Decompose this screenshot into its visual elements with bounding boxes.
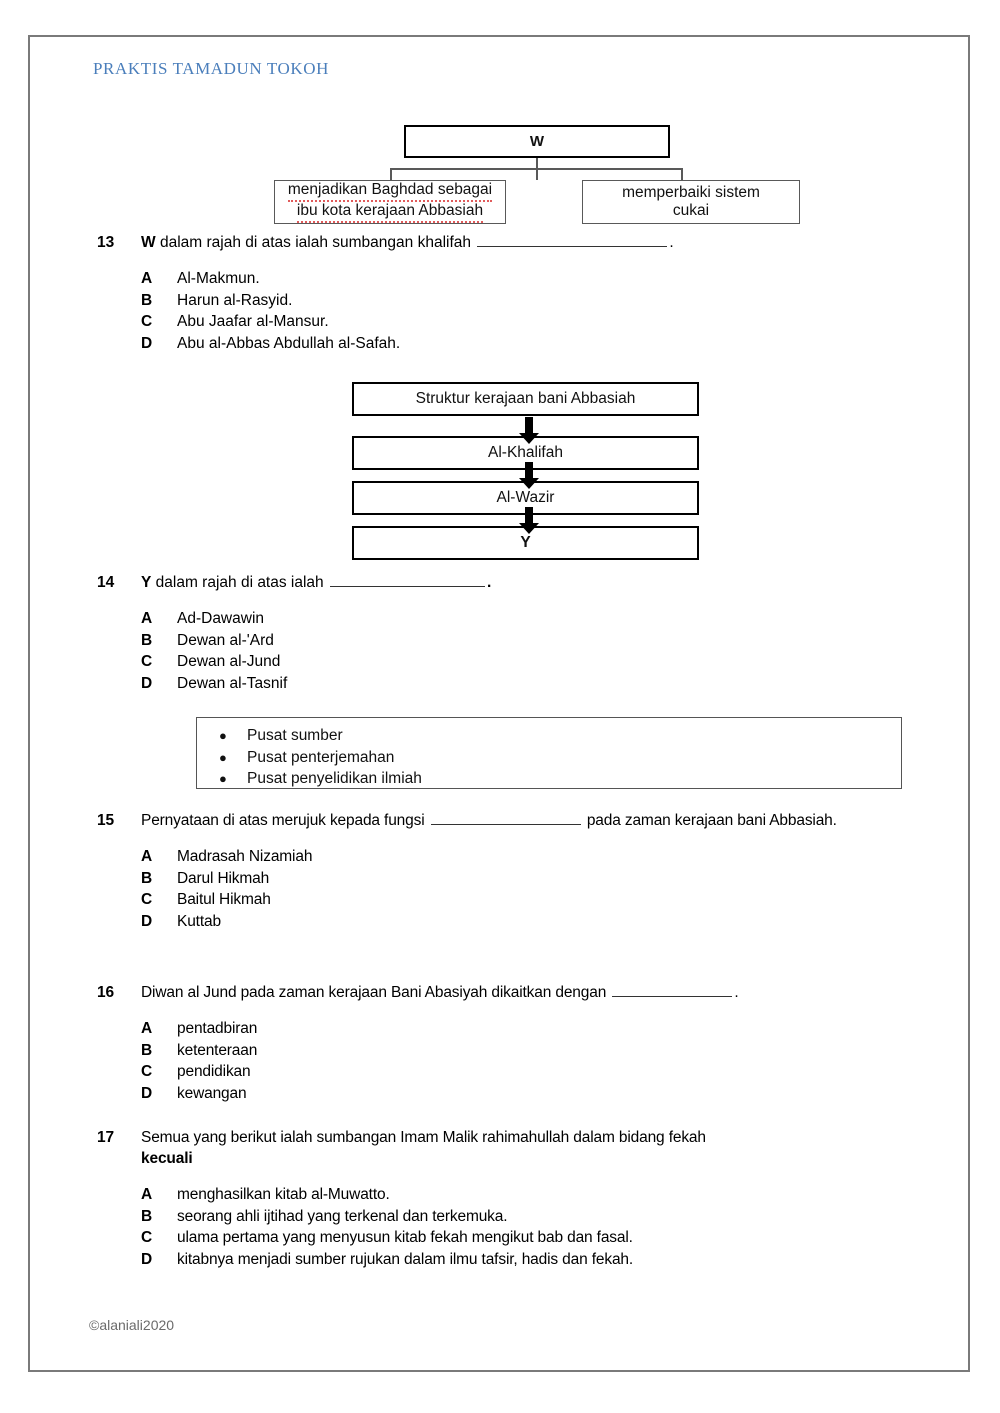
option-14-c-key: C	[141, 653, 153, 670]
option-15-a-key: A	[141, 848, 153, 865]
question-17-options	[141, 1184, 917, 1270]
stimulus-item-2: Pusat penterjemahan	[247, 748, 395, 766]
option-16-c[interactable]	[141, 1061, 917, 1083]
option-13-b-text: Harun al-Rasyid.	[177, 291, 293, 309]
bullet-icon: ●	[219, 728, 227, 743]
option-13-c[interactable]	[141, 311, 917, 333]
option-16-b[interactable]	[141, 1040, 917, 1062]
question-14-stem	[97, 572, 917, 593]
org-connector-bus	[390, 168, 682, 170]
question-15-answer-blank[interactable]	[431, 810, 581, 825]
option-13-c-key: C	[141, 313, 153, 330]
stimulus-list-box	[196, 717, 902, 789]
question-17-before: Semua yang berikut ialah sumbangan Imam Malik rahimahullah dalam bidang fekah	[141, 1129, 706, 1146]
org-chart-child-1-line1: menjadikan Baghdad sebagai	[288, 181, 492, 202]
option-16-d-text: kewangan	[177, 1084, 247, 1102]
option-14-d[interactable]	[141, 673, 917, 695]
flow-chart-title: Struktur kerajaan bani Abbasiah	[415, 389, 636, 407]
option-14-c-text: Dewan al-Jund	[177, 653, 281, 670]
question-15-after: pada zaman kerajaan bani Abbasiah.	[582, 812, 837, 829]
down-arrow-icon	[518, 417, 540, 445]
option-16-c-text: pendidikan	[177, 1063, 251, 1080]
org-chart-child-box-2	[582, 180, 800, 224]
question-13-lead: W	[141, 234, 156, 251]
org-chart-root-box	[404, 125, 670, 158]
option-16-a[interactable]	[141, 1018, 917, 1040]
worksheet-page	[28, 35, 970, 1372]
question-13-before: dalam rajah di atas ialah sumbangan khalifah	[155, 234, 476, 251]
down-arrow-icon	[518, 507, 540, 535]
question-16-before: Diwan al Jund pada zaman kerajaan Bani Abasiyah dikaitkan dengan	[141, 984, 611, 1001]
stimulus-item-1: Pusat sumber	[247, 727, 343, 744]
stimulus-item-3: Pusat penyelidikan ilmiah	[247, 770, 422, 787]
question-13-text	[141, 232, 917, 253]
option-15-b[interactable]	[141, 868, 917, 890]
question-13-stem	[97, 232, 917, 253]
option-16-d-key: D	[141, 1084, 153, 1102]
option-17-d-text: kitabnya menjadi sumber rujukan dalam ilmu tafsir, hadis dan fekah.	[177, 1250, 634, 1268]
option-17-a[interactable]	[141, 1184, 917, 1206]
option-17-b-key: B	[141, 1207, 153, 1225]
option-16-a-key: A	[141, 1020, 153, 1037]
option-16-b-key: B	[141, 1041, 153, 1059]
option-13-d-key: D	[141, 334, 153, 352]
option-17-b[interactable]	[141, 1206, 917, 1228]
question-16-stem	[97, 982, 917, 1003]
question-17-number: 17	[97, 1129, 114, 1146]
question-16-answer-blank[interactable]	[612, 982, 732, 997]
option-15-d-key: D	[141, 912, 153, 930]
question-13-options	[141, 268, 917, 354]
question-15-stem	[97, 810, 917, 831]
option-13-a[interactable]	[141, 268, 917, 290]
list-item	[219, 725, 901, 747]
option-17-b-text: seorang ahli ijtihad yang terkenal dan terkemuka.	[177, 1207, 508, 1225]
option-16-c-key: C	[141, 1063, 153, 1080]
list-item	[219, 768, 901, 790]
option-13-b[interactable]	[141, 290, 917, 312]
option-15-c[interactable]	[141, 889, 917, 911]
option-14-a-text: Ad-Dawawin	[177, 610, 265, 627]
org-chart-root-label: W	[529, 132, 545, 150]
option-14-a-key: A	[141, 610, 153, 627]
flow-chart-level-3-label: Y	[520, 533, 531, 551]
question-14-before: dalam rajah di atas ialah	[151, 574, 328, 591]
option-14-c[interactable]	[141, 651, 917, 673]
option-14-b-text: Dewan al-'Ard	[177, 631, 274, 649]
option-13-b-key: B	[141, 291, 153, 309]
option-14-d-key: D	[141, 674, 153, 692]
question-13-after: .	[669, 234, 674, 251]
question-15	[97, 810, 917, 932]
question-16	[97, 982, 917, 1104]
option-15-c-key: C	[141, 891, 153, 908]
question-14	[97, 572, 917, 694]
option-17-a-key: A	[141, 1186, 153, 1203]
option-13-d[interactable]	[141, 333, 917, 355]
question-14-options	[141, 608, 917, 694]
org-chart-child-2-line2: cukai	[672, 202, 710, 219]
option-17-c-text: ulama pertama yang menyusun kitab fekah mengikut bab dan fasal.	[177, 1229, 633, 1246]
question-16-number: 16	[97, 984, 114, 1001]
option-16-a-text: pentadbiran	[177, 1020, 258, 1037]
question-13-number: 13	[97, 234, 115, 251]
flow-chart-level-2-label: Al-Wazir	[496, 488, 555, 506]
option-15-b-text: Darul Hikmah	[177, 869, 270, 887]
question-16-options	[141, 1018, 917, 1104]
option-15-b-key: B	[141, 869, 153, 887]
option-13-d-text: Abu al-Abbas Abdullah al-Safah.	[177, 334, 401, 352]
option-17-d[interactable]	[141, 1249, 917, 1271]
option-15-d-text: Kuttab	[177, 912, 221, 930]
org-chart-child-2-line1: memperbaiki sistem	[622, 183, 760, 201]
question-14-number: 14	[97, 574, 115, 591]
list-item	[219, 747, 901, 769]
footer-credit: ©alaniali2020	[89, 1317, 175, 1333]
question-17-text	[141, 1127, 917, 1169]
question-14-lead: Y	[141, 574, 152, 591]
question-14-text	[141, 572, 917, 593]
down-arrow-icon	[518, 462, 540, 490]
option-17-c-key: C	[141, 1229, 153, 1246]
question-15-text	[141, 810, 917, 831]
option-13-a-key: A	[141, 270, 153, 287]
question-15-before: Pernyataan di atas merujuk kepada fungsi	[141, 812, 429, 829]
question-13-answer-blank[interactable]	[477, 232, 667, 247]
question-15-options	[141, 846, 917, 932]
option-17-d-key: D	[141, 1250, 153, 1268]
question-14-after: .	[486, 574, 492, 591]
option-14-d-text: Dewan al-Tasnif	[177, 674, 288, 692]
option-13-c-text: Abu Jaafar al-Mansur.	[177, 313, 329, 330]
option-17-c[interactable]	[141, 1227, 917, 1249]
option-17-a-text: menghasilkan kitab al-Muwatto.	[177, 1186, 390, 1203]
question-14-answer-blank[interactable]	[330, 572, 485, 587]
flow-chart-level-1-label: Al-Khalifah	[488, 443, 563, 461]
question-17	[97, 1127, 917, 1270]
option-15-a-text: Madrasah Nizamiah	[177, 848, 313, 865]
option-15-d[interactable]	[141, 911, 917, 933]
org-chart-child-box-1	[274, 180, 506, 224]
question-15-number: 15	[97, 812, 114, 829]
option-15-c-text: Baitul Hikmah	[177, 891, 271, 908]
option-16-d[interactable]	[141, 1083, 917, 1105]
option-13-a-text: Al-Makmun.	[177, 270, 260, 287]
bullet-icon: ●	[219, 749, 227, 765]
bullet-icon: ●	[219, 771, 227, 786]
question-13	[97, 232, 917, 354]
question-17-emphasis: kecuali	[141, 1150, 193, 1167]
question-17-stem	[97, 1127, 917, 1169]
option-14-b[interactable]	[141, 630, 917, 652]
option-14-a[interactable]	[141, 608, 917, 630]
page-title: PRAKTIS TAMADUN TOKOH	[93, 59, 330, 78]
option-16-b-text: ketenteraan	[177, 1041, 258, 1059]
org-chart-child-1-line2: ibu kota kerajaan Abbasiah	[297, 202, 483, 223]
option-14-b-key: B	[141, 631, 153, 649]
question-16-text	[141, 982, 917, 1003]
flow-chart-title-box	[352, 382, 699, 416]
question-16-after: .	[734, 984, 739, 1001]
option-15-a[interactable]	[141, 846, 917, 868]
